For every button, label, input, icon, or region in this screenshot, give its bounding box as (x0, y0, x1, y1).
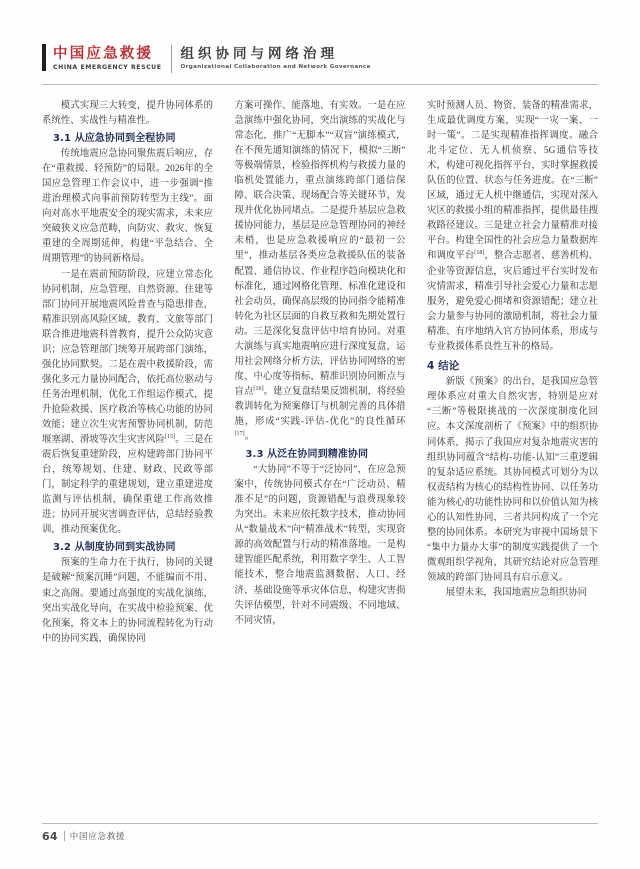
section-title-en: Organizational Collaboration and Network Governance (180, 64, 371, 71)
footer-rule (42, 823, 598, 824)
journal-title-block (53, 44, 171, 74)
paragraph-text: 方案可操作、能落地、有实效。一是在应急演练中强化协同，突出演练的实战化与常态化，推广“无脚本”“双盲”演练模式，在不预先通知演练的情况下，模拟“三断”等极端情景，检验指挥机构与救援力量的临机处置能力，重点演练跨部门通信保障、联合决策、现场配合等关键环节，发现并优化协同堵点。二是提升基层应急救援协同能力，基层是应急管理协同的神经末梢，也是应急救援响应的“最初一公里”，推动基层各类应急救援队伍的装备配置、通信协议、作业程序趋向模块化和标准化，通过网格化管理、标准化建设和社会动员，确保高层级的协同指令能精准转化为社区层面的自救互救和先期处置行动。三是深化复盘评估中培育协同。对重大演练与真实地震响应进行深度复盘，运用社会网络分析方法，评估协同网络的密度、中心度等指标，精准识别协同断点与盲点 (234, 101, 406, 397)
section-title-block (181, 44, 371, 74)
paragraph: 模式实现三大转变，提升协同体系的系统性、实战性与精准性。 (42, 101, 213, 127)
paragraph: 预案的生命力在于执行，协同的关键是破解“预案沉睡”问题，不能编而不用、束之高阁。要通过高强度的实战化演练，突出实战化导向，在实战中检验预案、优化预案，将文本上的协同流程转化为行动中的协同实践，确保协同 (42, 558, 213, 644)
masthead-divider (171, 45, 172, 73)
reference-marker: [18] (474, 250, 485, 257)
reference-marker: [15] (164, 433, 176, 440)
paragraph-text: 一是在震前预防阶段，应建立常态化协同机制，应急管理、自然资源、住建等部门协同开展地震风险普查与隐患排查，精准识别高风险区域，教育、文旅等部门联合推进地震科普教育，提升公众防灾意识；应急管理部门统筹开展跨部门演练，强化协同默契。二是在震中救援阶段，需强化多元力量协同配合，依托高位驱动与任务治理机制，优化工作组运作模式，提升抢险救援、医疗救治等核心功能的协同效能；建立次生灾害预警协同机制，防范堰塞湖、滑坡等次生灾害风险 (42, 269, 213, 446)
masthead-accent-bar (42, 44, 46, 71)
paragraph-text: 实时预测人员、物资、装备的精准需求，生成最优调度方案，实现“一灾一案、一时一策”。二是实现精准指挥调度。融合北斗定位、无人机侦察、5G通信等技术，构建可视化指挥平台，实时掌握救援队伍的位置、状态与任务进度。在“三断”区域，通过无人机中继通信，实现对深入灾区的救援小组的精准指挥，提供最佳搜救路径建议。三是建立社会力量精准对接平台。构建全国性的社会应急力量数据库和调度平台 (427, 101, 598, 262)
subsection-heading-3-1: 3.1 从应急协同到全程协同 (53, 132, 176, 144)
paragraph: “大协同”不等于“泛协同”，在应急预案中，传统协同模式存在“广泛动员、精准不足”的问题，资源错配与浪费现象较为突出。未来应依托数字技术，推动协同从“数量战术”向“精准战术”转型，实现资源的高效配置与行动的精准落地。一是构建智能匹配系统，利用数字孪生、人工智能技术，整合地震监测数据、人口、经济、基础设施等承灾体信息，构建灾害损失评估模型，针对不同震级、不同地域、不同灾情， (234, 465, 406, 626)
footer-divider (64, 831, 65, 841)
article-body (42, 99, 598, 815)
page-masthead (42, 44, 598, 78)
column-left (42, 99, 213, 815)
paragraph (235, 99, 406, 445)
section-heading-4: 4 结论 (427, 359, 460, 372)
reference-marker: [16] (253, 385, 264, 392)
paragraph-text-cont: ，整合志愿者、慈善机构、企业等资源信息，灾后通过平台实时发布灾情需求，精准引导社会爱心力量和志愿服务，避免爱心拥堵和资源错配；建立社会力量参与协同的激励机制，将社会力量精准、有序地纳入官方协同体系，形成与专业救援体系良性互补的格局。 (427, 251, 598, 352)
footer-journal-name: 中国应急救援 (69, 831, 126, 841)
page-number: 64 (42, 829, 58, 843)
section-title-cn: 组织协同与网络治理 (180, 45, 339, 62)
paragraph-text-cont: 。三是在震后恢复重建阶段，应构建跨部门协同平台，统筹规划、住建、财政、民政等部门，制定科学的重建规划，建立重建进度监测与评估机制，确保重建工作高效推进；协同开展灾害调查评估，总结经验教训，推动预案优化。 (42, 435, 214, 536)
header-rule (42, 84, 598, 85)
paragraph: 传统地震应急协同聚焦震后响应，存在“重救援、轻预防”的局限。2026年的全国应急管理工作会议中，进一步强调“推进治理模式向事前预防转型为主线”。面向对高水平地震安全的现实需求，未来应突破狭义应急范畴，向防灾、救灾、恢复重建的全周期延伸，构建“平急结合、全周期管理”的协同新格局。 (42, 149, 213, 265)
paragraph (42, 268, 213, 539)
paragraph-text-end: 。 (244, 432, 255, 443)
subsection-heading-3-2: 3.2 从制度协同到实战协同 (53, 541, 176, 553)
journal-title-en: CHINA EMERGENCY RESCUE (53, 64, 162, 72)
journal-title-cn: 中国应急救援 (53, 45, 154, 62)
paragraph: 新版《预案》的出台，是我国应急管理体系应对重大自然灾害，特别是应对“三断”等极限挑战的一次深度制度化回应。本文深度剖析了《预案》中的组织协同体系，揭示了我国应对复杂地震灾害的组织协同蕴含“结构‑功能‑认知”三重逻辑的复杂适应系统。其协同模式可划分为以权责结构为核心的结构性协同、以任务功能为核心的功能性协同和以价值认知为核心的认知性协同，三者共同构成了一个完整的协同体系。本研究为审视中国场景下“集中力量办大事”的制度实践提供了一个微观组织学视角，其研究结论对应急管理领域的跨部门协同具有启示意义。 (427, 377, 598, 583)
paragraph (427, 99, 598, 355)
page-footer (42, 829, 125, 843)
subsection-heading-3-3: 3.3 从泛在协同到精准协同 (245, 448, 369, 460)
paragraph: 展望未来，我国地震应急组织协同 (445, 588, 588, 598)
column-middle (235, 99, 406, 815)
reference-marker: [17] (234, 430, 245, 437)
paragraph-text-cont: 。建立复盘结果反馈机制，将经验教训转化为预案修订与机制完善的具体措施，形成“实践‑评估‑优化”的良性循环 (234, 386, 406, 427)
column-right (427, 99, 598, 815)
